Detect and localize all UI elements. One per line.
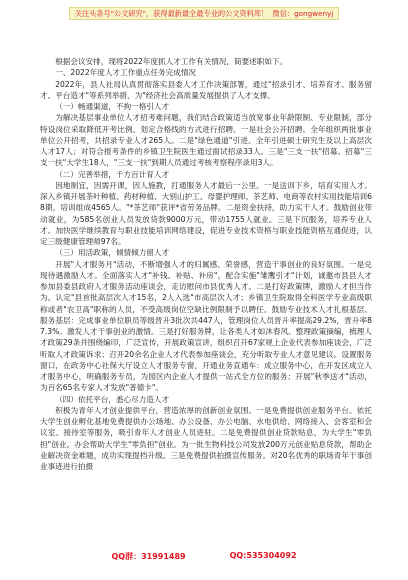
- banner-notice: [69, 7, 340, 20]
- paragraph: 2022年，县人社局认真贯彻落实县委人才工作决策部署，通过"招录引才、培养育才、服务留才、平台造才"等系列举措，为"经济社会高质量发展提供了人才支撑。: [40, 79, 372, 100]
- footer: [0, 551, 408, 565]
- paragraph: 为解决基层事业单位人才招考难问题，我们结合政策适当放宽事业年龄限制、专业限制，部分特设岗位采取降低开考比例、划定合格线的方式进行招聘。一是社会公开招聘。全年组织两批事业单位公开招考，共招录专业人才265人。二是"绿色通道"引进。全年引进硕士研究生及以上高层次人才17人；对符合报考条件的乡镇卫生院医生通过面试招录33人。三是"三支一扶"招募。招募"三支一扶"大学生18人，"三支一扶"到期人员通过考核考察程序录用3人。: [40, 113, 372, 168]
- paragraph: 因地制宜，因需开课，因人施教，打通服务人才最后一公里。一是送训下乡，培育实用人才。深入乡镇开展茶叶种植、药材种植、大别山护工、母婴护理师、茶艺师、电商等农村实用技能培训68期，培训组成4565人。"*茶艺师"获评*省劳务品牌。二是资金扶持，助力实干人才。鼓励创业带动就业，为585名创业人员发放贷款9000万元，带动1755人就业。三是下沉服务，培养专业人才。加快医学继续教育与职业技能培训网络建设，促进专业技术资格与职业技能资格互通促进，认定三级健康管理师97名。: [40, 180, 372, 246]
- subsection-heading: （三）用活政策，倾情倾力留人才: [55, 248, 170, 258]
- paragraph: 积极为青年人才创业提供平台，营造浓厚的创新创业氛围。一是免费提供创业服务平台。依托大学生创业孵化基地免费提供办公场地、办公设备、办公电脑、水电供给、网络接入、会客室和会议室、接待室等服务，吸引青年人才创业人员进驻。二是免费提供创业贷款贴息，为大学生"零负担"创业。办会帮助大学生"零负担"创业。为一批生物科技公司发放200万元创业贴息贷款，帮助企业解决资金难题，成功实现提档升级。三是免费提供拍摄宣传服务。对20名优秀的职场青年干事创业事迹进行拍摄: [40, 405, 372, 471]
- banner-wechat: 微信：gongwenyj: [272, 8, 334, 18]
- footer-qq: QQ:535304092: [229, 551, 297, 560]
- top-banner: [0, 0, 408, 26]
- banner-text: 关注头条号"公文研究"，获得最新最全最专业的公文资料库！: [74, 8, 269, 18]
- subsection-heading: （四）依托平台，悉心尽力造人才: [55, 394, 170, 404]
- document-body: [40, 56, 372, 472]
- paragraph: 开展"人才服务月"活动，不断增强人才的归属感、荣誉感，营造干事创业的良好氛围。一是兑现待遇激励人才。全面落实人才"补钱、补贴、补房"，配合实施"雏鹰引才"计划，诚邀市县县人才参加县委县政府人才服务活动座谈会，走访慰问市县优秀人才。二是打好政策牌，激励人才担当作为。认定"县首批高层次人才15名，2人入选"市高层次人才；乡镇卫生院取得全科医学专业高级职称或者"农卫高"职称的人员，不受高级岗位空缺比例限制予以聘任。鼓励专业技术人才扎根基层、服务基层：完成事业单位职员等级晋升3批次共447人，管理岗位人员晋升率提高29.2%，晋升率87.3%。激发人才干事创业的激情。三是打好服务牌，让各类人才如沐春风。整理政策摘编，梳理人才政策29条并围绕编印，广泛宣传，开展政策宣讲，组织召开67家规上企业代表参加座谈会，广泛听取人才政策诉求；召开20余名企业人才代表参加座谈会，充分听取专业人才意见建议。设置服务窗口，在政务中心社保大厅设立人才服务专窗，开通业务直通车：成立服务中心，在开发区成立人才服务中心，明确服务专员，为园区内企业人才提供一站式全方位的服务；开展"秋季送才"活动，为百名65名专家人才发放"普德卡"。: [40, 259, 372, 393]
- footer-qq-group: QQ群：31991489: [111, 552, 186, 561]
- section-title: 一、2022年度人才工作重点任务完成情况: [55, 68, 197, 78]
- subsection-heading: （一）畅通渠道，不拘一格引人才: [55, 102, 170, 111]
- subsection-heading: （二）完善举措，千方百计育人才: [55, 169, 170, 179]
- paragraph: 根据会议安排，现将2022年度抓人才工作有关情况，简要述职如下。: [55, 57, 288, 66]
